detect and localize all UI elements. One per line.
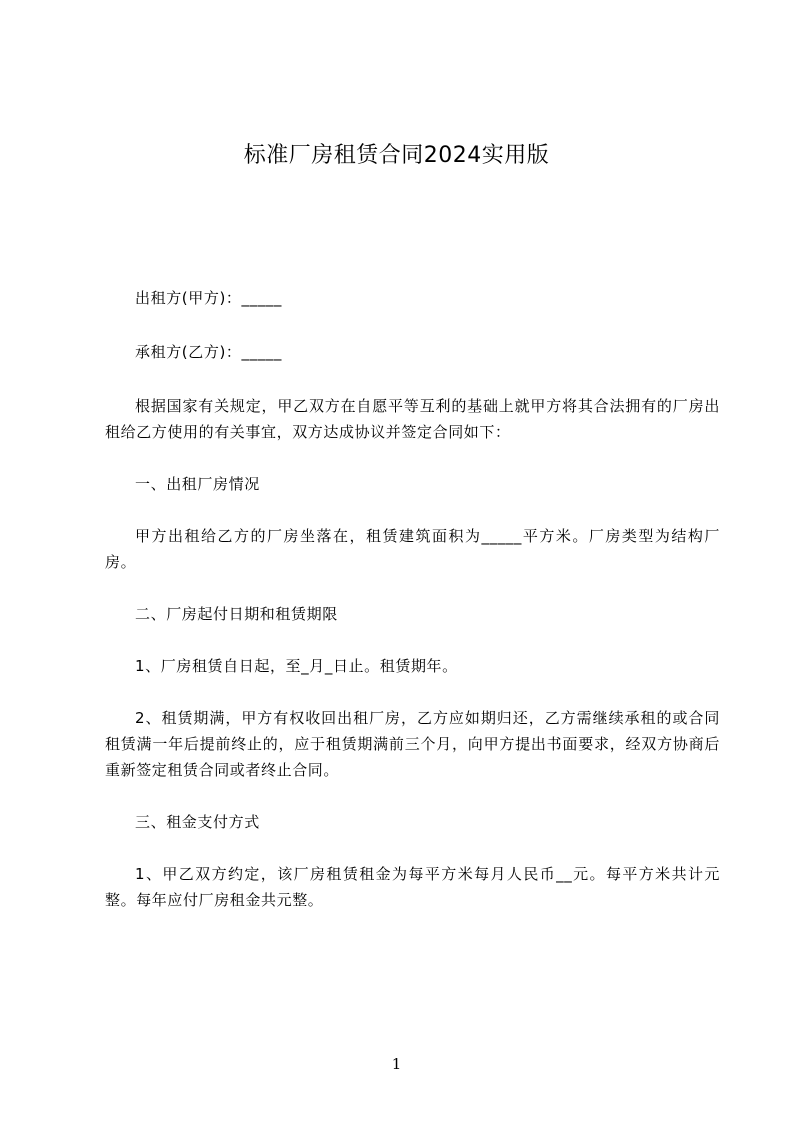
document-body xyxy=(105,285,720,913)
lessor-line: 出租方(甲方)：_____ xyxy=(135,289,283,307)
section-heading-3: 三、租金支付方式 xyxy=(135,813,260,831)
lessee-line: 承租方(乙方)：_____ xyxy=(135,343,283,361)
section-3-clause-1: 1、甲乙双方约定，该厂房租赁租金为每平方米每月人民币__元。每平方米共计元整。每年应付厂房租金共元整。 xyxy=(105,865,720,909)
document-title: 标准厂房租赁合同2024实用版 xyxy=(243,143,550,168)
page-number: 1 xyxy=(391,1055,402,1073)
section-1-paragraph: 甲方出租给乙方的厂房坐落在，租赁建筑面积为_____平方米。厂房类型为结构厂房。 xyxy=(105,527,720,571)
section-heading-1: 一、出租厂房情况 xyxy=(135,475,260,493)
section-2-clause-2: 2、租赁期满，甲方有权收回出租厂房，乙方应如期归还，乙方需继续承租的或合同租赁满一年后提前终止的，应于租赁期满前三个月，向甲方提出书面要求，经双方协商后重新签定租赁合同或者终止合同。 xyxy=(105,709,720,779)
section-2-clause-1: 1、厂房租赁自日起，至_月_日止。租赁期年。 xyxy=(135,657,458,675)
section-heading-2: 二、厂房起付日期和租赁期限 xyxy=(135,605,338,623)
preamble-paragraph: 根据国家有关规定，甲乙双方在自愿平等互利的基础上就甲方将其合法拥有的厂房出租给乙方使用的有关事宜，双方达成协议并签定合同如下： xyxy=(105,397,720,441)
